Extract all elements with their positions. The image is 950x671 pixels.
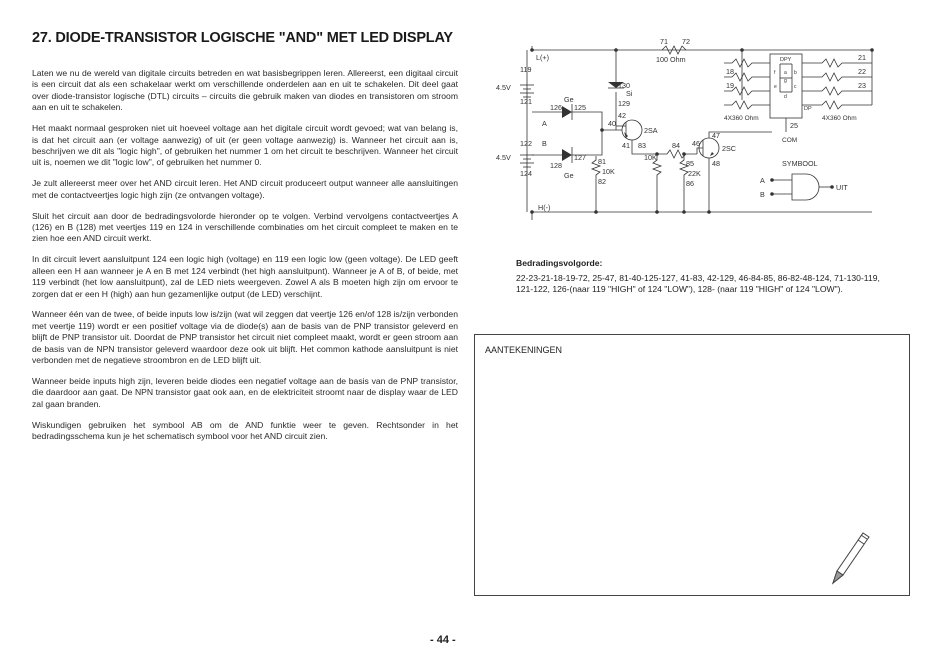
label-terminal: 86 xyxy=(686,179,694,188)
paragraph: Wiskundigen gebruiken het symbool AB om de AND funktie weer te geven. Rechtsonder in het bedradingsschema kun je het schematisch symbool voor het AND circuit zien. xyxy=(32,419,458,442)
label-resistor: 4X360 Ohm xyxy=(724,115,759,122)
pencil-icon xyxy=(825,525,873,589)
label-terminal: 42 xyxy=(618,111,626,120)
label-com: COM xyxy=(782,137,798,144)
label-transistor: 2SC xyxy=(722,144,736,153)
notes-box[interactable] xyxy=(474,334,910,596)
label-terminal: 125 xyxy=(574,103,586,112)
label-terminal: 81 xyxy=(598,157,606,166)
page-title: 27. DIODE-TRANSISTOR LOGISCHE "AND" MET LED DISPLAY xyxy=(32,30,453,46)
label-segment: d xyxy=(784,94,787,100)
label-terminal: 19 xyxy=(726,81,734,90)
paragraph: Sluit het circuit aan door de bedradingsvolorde hieronder op te volgen. Verbind vervolgens contactveertjes A (126) en B (128) met veertjes 119 en 124 in verschillende combinaties om het circuit compleet te maken en te zien hoe een AND circuit werkt. xyxy=(32,210,458,244)
page-number: - 44 - xyxy=(430,634,456,646)
label-battery: 4.5V xyxy=(496,83,511,92)
label-resistor: 10K xyxy=(644,153,657,162)
body-text xyxy=(32,68,458,452)
label-symbol-a: A xyxy=(760,176,765,185)
label-terminal: 121 xyxy=(520,97,532,106)
label-segment: b xyxy=(794,70,797,76)
label-terminal: 84 xyxy=(672,141,680,150)
label-terminal: 128 xyxy=(550,161,562,170)
label-battery: 4.5V xyxy=(496,153,511,162)
label-segment: a xyxy=(784,70,787,76)
label-terminal: 82 xyxy=(598,177,606,186)
label-a: A xyxy=(542,119,547,128)
paragraph: In dit circuit levert aansluitpunt 124 een logic high (voltage) en 119 een logic low (geen voltage). De LED geeft alleen een H aan wanneer je A en B met 124 verbindt (het high aansluitpunt). Wanneer je A of B, of beide, met 119 verbindt (het low aansluitpunt), zal de LED niets weergeven. Zowel A als B moeten high zijn om ervoor te zorgen dat er een H (high) aan hun gezamenlijke output (de LED) verschijnt. xyxy=(32,254,458,299)
label-terminal: 41 xyxy=(622,141,630,150)
label-resistor: 4X360 Ohm xyxy=(822,115,857,122)
label-terminal: 126 xyxy=(550,103,562,112)
label-ge: Ge xyxy=(564,171,574,180)
label-si: Si xyxy=(626,89,633,98)
label-symbol-b: B xyxy=(760,190,765,199)
label-terminal: 122 xyxy=(520,139,532,148)
wiring-sequence: 22-23-21-18-19-72, 25-47, 81-40-125-127, 41-83, 42-129, 46-84-85, 86-82-48-124, 71-130-119, 121-122, 126-(naar 119 "HIGH" of 124 "LOW"), 128- (naar 119 "HIGH" of 124 "LOW"). xyxy=(516,273,880,295)
paragraph: Wanneer beide inputs high zijn, leveren beide diodes een negatief voltage aan de basis van de PNP transistor, die daardoor aan gaat. De NPN transistor gaat ook aan, en de elektriciteit stroomt naar de display waar de LED zal gaan branden. xyxy=(32,375,458,409)
label-symbol-out: UIT xyxy=(836,183,848,192)
label-terminal: 25 xyxy=(790,121,798,130)
label-terminal: 130 xyxy=(618,81,630,90)
label-b: B xyxy=(542,139,547,148)
label-terminal: 48 xyxy=(712,159,720,168)
label-terminal: 21 xyxy=(858,53,866,62)
label-segment: f xyxy=(774,70,776,76)
label-terminal: 119 xyxy=(520,65,532,74)
label-resistor: 100 Ohm xyxy=(656,55,686,64)
label-segment: e xyxy=(774,84,777,90)
label-terminal: 71 xyxy=(660,37,668,46)
notes-title: AANTEKENINGEN xyxy=(485,345,563,355)
label-resistor: 10K xyxy=(602,167,615,176)
label-dp: DP xyxy=(804,106,812,112)
label-terminal: 83 xyxy=(638,141,646,150)
label-terminal: 129 xyxy=(618,99,630,108)
paragraph: Het maakt normaal gesproken niet uit hoeveel voltage aan het digitale circuit wordt gevoed; wat van belang is, is dat het circuit aan (er voltage aanwezig) of uit (er geen voltage aanwezig) is. Wanneer het circuit aan is, beschrijven we dit als "logic high", of gebruiken het nummer 1 om het circuit te beschrijven. Wanneer het circuit uit is, noemen we dit "logic low", of gebruiken het nummer 0. xyxy=(32,123,458,168)
label-hminus: H(-) xyxy=(538,203,551,212)
circuit-diagram xyxy=(492,30,884,230)
label-symbol: SYMBOOL xyxy=(782,159,818,168)
paragraph: Laten we nu de wereld van digitale circuits betreden en wat basisbegrippen leren. Allereerst, een digitaal circuit is een circuit dat als een schakelaar werkt om verschillende onderdelen aan en uit te schakelen. Dit deel gaat over diode-transistor logische (DTL) circuits – circuits die gebruik maken van diodes en transistoren om stroom aan en uit te schakelen. xyxy=(32,68,458,113)
label-ge: Ge xyxy=(564,95,574,104)
label-segment: g xyxy=(784,78,787,84)
label-terminal: 23 xyxy=(858,81,866,90)
label-terminal: 22 xyxy=(858,67,866,76)
label-terminal: 127 xyxy=(574,153,586,162)
label-terminal: 85 xyxy=(686,159,694,168)
wiring-title: Bedradingsvolgorde: xyxy=(516,258,603,268)
label-transistor: 2SA xyxy=(644,126,658,135)
label-resistor: 22K xyxy=(688,169,701,178)
label-terminal: 46 xyxy=(692,139,700,148)
label-terminal: 47 xyxy=(712,131,720,140)
label-terminal: 18 xyxy=(726,67,734,76)
label-dpy: DPY xyxy=(780,57,792,63)
label-terminal: 40 xyxy=(608,119,616,128)
paragraph: Wanneer één van de twee, of beide inputs low is/zijn (wat wil zeggen dat veertje 126 en/of 128 is/zijn verbonden met veertje 119) wordt er een positief voltage via de diode(s) aan de basis van de PNP transistor geleverd en blijft de PNP transistor uit. Doordat de PNP transistor het circuit niet compleet maakt, wordt er geen stroom aan de basis van de NPN transistor geleverd waardoor deze ook uit blijft. Het common kathode aansluitpunt is niet verbonden met de negatieve stroombron en de LED blijft uit. xyxy=(32,309,458,366)
label-terminal: 72 xyxy=(682,37,690,46)
label-terminal: 124 xyxy=(520,169,532,178)
label-lplus: L(+) xyxy=(536,53,549,62)
label-segment: c xyxy=(794,84,797,90)
paragraph: Je zult allereerst meer over het AND circuit leren. Het AND circuit produceert output wanneer alle aansluitingen met de contactveertjes logic high zijn (ze ontvangen voltage). xyxy=(32,178,458,200)
